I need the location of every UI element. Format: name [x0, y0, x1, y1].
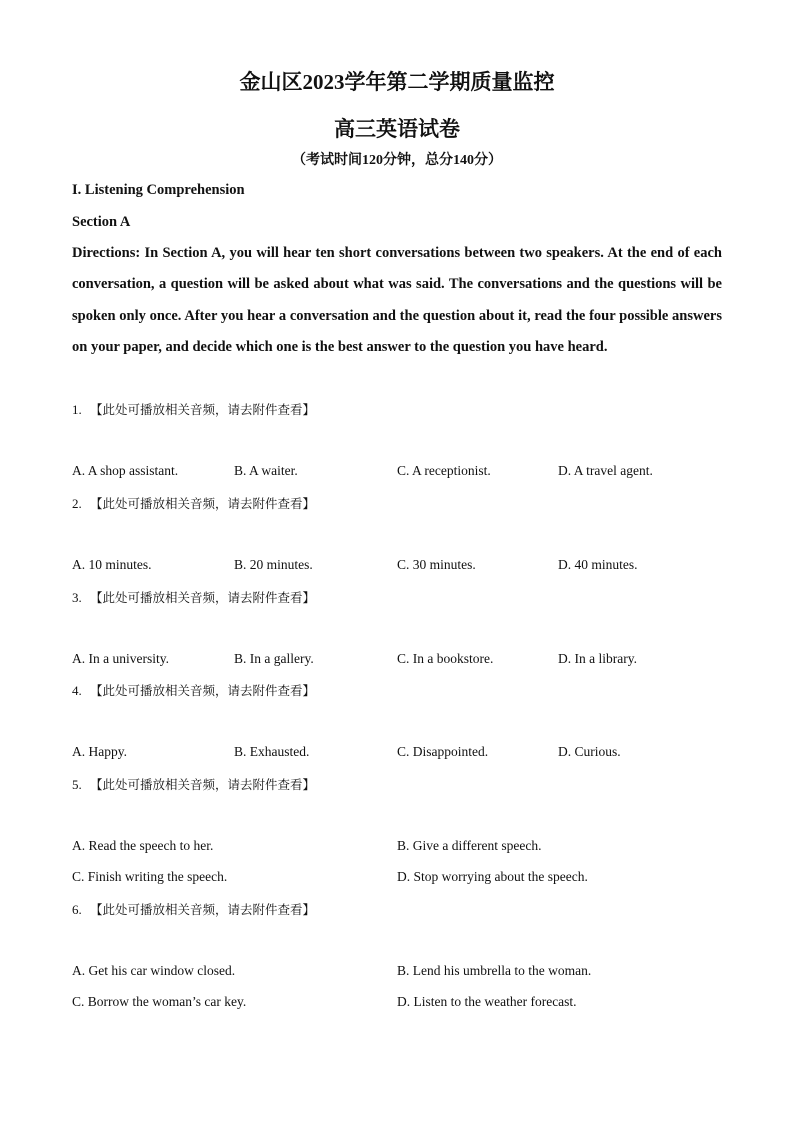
option-a: A. 10 minutes. — [72, 557, 152, 572]
option-a: A. A shop assistant. — [72, 463, 179, 478]
option-c: C. In a bookstore. — [397, 651, 494, 666]
question-2 — [72, 494, 315, 512]
question-3 — [72, 588, 315, 606]
option-a: A. Read the speech to her. — [72, 838, 214, 853]
option-d: D. In a library. — [558, 651, 637, 666]
option-b: B. In a gallery. — [234, 651, 314, 666]
question-1 — [72, 400, 315, 418]
exam-note: （考试时间120分钟，总分140分） — [292, 153, 502, 168]
question-6 — [72, 900, 315, 918]
audio-note[interactable]: 【此处可播放相关音频，请去附件查看】 — [90, 902, 316, 917]
audio-note[interactable]: 【此处可播放相关音频，请去附件查看】 — [90, 590, 316, 605]
option-a: A. Get his car window closed. — [72, 963, 236, 978]
question-4 — [72, 681, 315, 699]
question-number: 6. — [72, 902, 82, 917]
question-number: 4. — [72, 683, 82, 698]
option-b: B. 20 minutes. — [234, 557, 313, 572]
question-number: 1. — [72, 402, 82, 417]
option-a: A. Happy. — [72, 744, 127, 759]
question-number: 3. — [72, 590, 82, 605]
audio-note[interactable]: 【此处可播放相关音频，请去附件查看】 — [90, 777, 316, 792]
option-c: C. A receptionist. — [397, 463, 491, 478]
exam-subtitle: 高三英语试卷 — [334, 117, 460, 141]
option-d: D. Stop worrying about the speech. — [397, 869, 588, 884]
option-d: D. Curious. — [558, 744, 621, 759]
option-d: D. 40 minutes. — [558, 557, 638, 572]
exam-title: 金山区2023学年第二学期质量监控 — [239, 70, 555, 94]
audio-note[interactable]: 【此处可播放相关音频，请去附件查看】 — [90, 496, 316, 511]
option-d: D. Listen to the weather forecast. — [397, 994, 577, 1009]
audio-note[interactable]: 【此处可播放相关音频，请去附件查看】 — [90, 402, 316, 417]
question-number: 2. — [72, 496, 82, 511]
option-d: D. A travel agent. — [558, 463, 653, 478]
section-heading: Section A — [72, 214, 131, 230]
directions-paragraph: Directions: In Section A, you will hear ten short conversations between two speakers. At the end of each conversation, a question will be asked about what was said. The conversations and the questions will be spoken only once. After you hear a conversation and the question about it, read the four possible answers on your paper, and decide which one is the best answer to the question you have heard. — [72, 245, 722, 355]
question-5 — [72, 775, 315, 793]
option-c: C. Finish writing the speech. — [72, 869, 228, 884]
option-b: B. A waiter. — [234, 463, 298, 478]
option-c: C. 30 minutes. — [397, 557, 476, 572]
audio-note[interactable]: 【此处可播放相关音频，请去附件查看】 — [90, 683, 316, 698]
option-c: C. Borrow the woman’s car key. — [72, 994, 247, 1009]
option-c: C. Disappointed. — [397, 744, 489, 759]
part-heading: I. Listening Comprehension — [72, 182, 245, 198]
option-b: B. Give a different speech. — [397, 838, 542, 853]
option-b: B. Lend his umbrella to the woman. — [397, 963, 592, 978]
option-b: B. Exhausted. — [234, 744, 310, 759]
option-a: A. In a university. — [72, 651, 169, 666]
question-number: 5. — [72, 777, 82, 792]
